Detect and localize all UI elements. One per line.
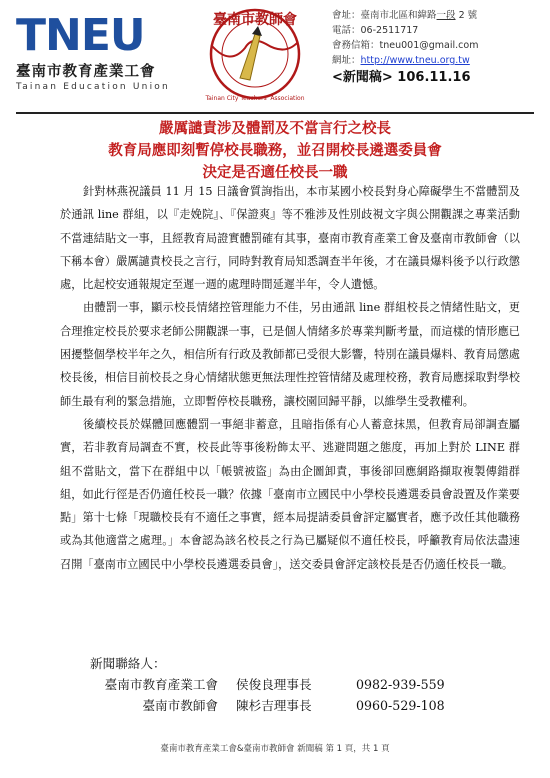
paragraph-2: 由體罰一事，顯示校長情緒控管理能力不佳，另由通訊 line 群組校長之情緒性貼文，更合理推定校長於要求老師公開觀課一事，已是個人情緒多於專業判斷考量，而這樣的情形應已困擾整個學校半年之久，相信所有行政及教師都已受很大影響，特別在議員爆料、教育局懲處校長後，相信目前校長之身心情緒狀態更無法理性控管情緒及處理校務，教育局應採取對學校師生最有利的緊急措施，立即暫停校長職務，讓校園回歸平靜，以維學生受教權利。 [60, 301, 520, 408]
paragraph-3: 後續校長於媒體回應體罰一事絕非蓄意，且暗指係有心人蓄意抹黑，但教育局卻調查屬實，若非教育局調查不實，校長此等事後粉飾太平、逃避問題之態度，再加上對於 LINE 群組不當貼文，當下在群組中以「帳號被盜」為由企圖卸責，事後卻回應網路擷取複製傳錯群組，如此行徑是否仍適任校長一職？依據「臺南市立國民中小學校長遴選委員會設置及作業要點」第十七條「現職校長有不適任之事實，經本局提請委員會評定屬實者，應予改任其他職務或為其他適當之處理。」本會認為該名校長之行為已屬疑似不適任校長，呼籲教育局依法盡速召開「臺南市立國民中小學校長遴選委員會」，送交委員會評定該校長是否仍適任校長一職。 [60, 417, 520, 571]
paragraph-1: 針對林燕祝議員 11 月 15 日議會質詢指出，本市某國小校長對身心障礙學生不當體罰及於通訊 line 群組，以『走娩院』、『保證爽』等不雅涉及性別歧視文字與公開觀課之專業活動不當連結貼文一事，且經教育局證實體罰確有其事，臺南市教育產業工會及臺南市教師會（以下稱本會）嚴厲譴責校長之言行，同時對教育局知悉調查半年後，才在議員爆料後予以行政懲處，比起校安通報規定至遲一週的處理時間延遲半年，令人遺憾。 [60, 185, 520, 292]
tneu-logo [16, 10, 186, 94]
tneu-wordmark: TNEU [16, 10, 145, 61]
page-footer: 臺南市教育產業工會&臺南市教師會 新聞稿 第 1 頁，共 1 頁 [160, 744, 390, 754]
address-row: 會址：臺南市北區和緯路一段 2 號 [332, 10, 478, 21]
article-body [60, 180, 520, 576]
headline [40, 118, 510, 184]
contacts-heading: 新聞聯絡人： [90, 656, 166, 671]
assoc-name-cn: 臺南市教師會 [213, 12, 297, 28]
contact-block [332, 8, 542, 85]
contact-person: 侯俊良理事長 [236, 677, 312, 692]
website-link[interactable]: http://www.tneu.org.tw [360, 55, 470, 66]
contact-org: 臺南市教師會 [142, 698, 218, 713]
headline-line-2: 教育局應即刻暫停校長職務，並召開校長遴選委員會 [108, 142, 442, 159]
header-divider [16, 112, 534, 114]
assoc-name-en: Tainan City Teachers' Association [205, 95, 305, 102]
phone-row: 電話：06-2511717 [332, 25, 419, 36]
letterhead [0, 0, 550, 112]
press-contacts [90, 653, 530, 716]
teachers-association-logo [190, 6, 320, 106]
website-row: 網址：http://www.tneu.org.tw [332, 55, 470, 66]
press-release-date: <新聞稿> 106.11.16 [332, 70, 471, 85]
teachers-association-seal-icon [190, 6, 320, 106]
headline-line-3: 決定是否適任校長一職 [202, 164, 348, 181]
contact-person-row [90, 695, 530, 716]
email-value: tneu001@gmail.com [379, 40, 479, 51]
union-name-en: Tainan Education Union [16, 82, 170, 92]
headline-line-1: 嚴厲譴責涉及體罰及不當言行之校長 [159, 120, 391, 137]
contact-phone: 0960-529-108 [356, 698, 445, 713]
contact-phone: 0982-939-559 [356, 677, 445, 692]
contact-org: 臺南市教育產業工會 [104, 677, 218, 692]
contact-person: 陳杉吉理事長 [236, 698, 312, 713]
union-name-cn: 臺南市教育產業工會 [16, 64, 156, 80]
contact-person-row [90, 674, 530, 695]
email-row: 會務信箱：tneu001@gmail.com [332, 40, 479, 51]
